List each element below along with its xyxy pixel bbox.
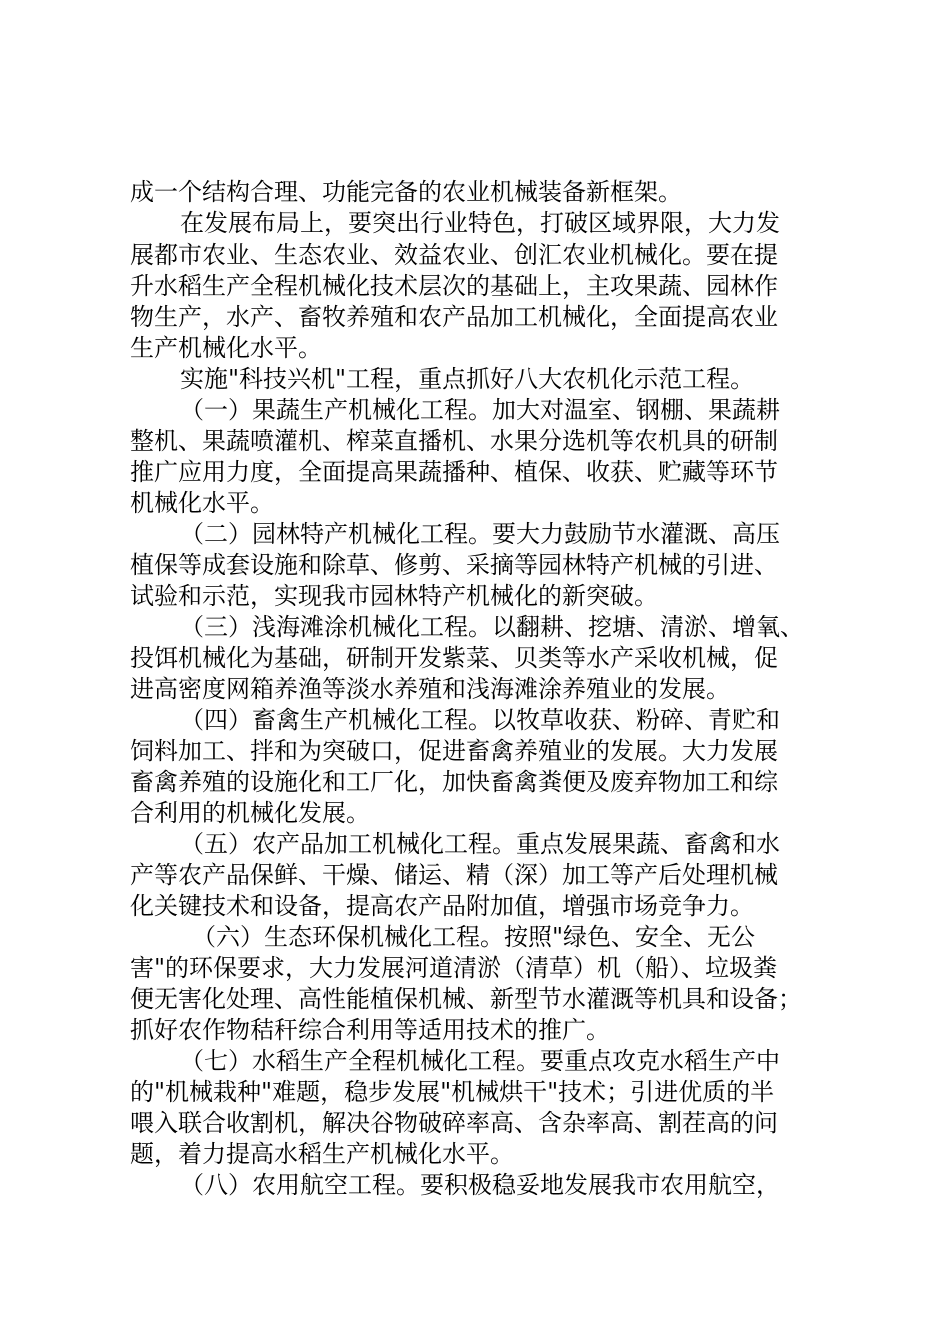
paragraph-first-line: （七）水稻生产全程机械化工程。要重点攻克水稻生产中 bbox=[180, 1047, 780, 1075]
text-line: 化关键技术和设备，提高农产品附加值，增强市场竞争力。 bbox=[130, 892, 754, 920]
text-line: 展都市农业、生态农业、效益农业、创汇农业机械化。要在提 bbox=[130, 241, 778, 269]
text-line: 进高密度网箱养渔等淡水养殖和浅海滩涂养殖业的发展。 bbox=[130, 675, 730, 703]
text-line: 喂入联合收割机，解决谷物破碎率高、含杂率高、割茬高的问 bbox=[130, 1109, 778, 1137]
text-line: 抓好农作物秸秆综合利用等适用技术的推广。 bbox=[130, 1016, 610, 1044]
paragraph-first-line: （五）农产品加工机械化工程。重点发展果蔬、畜禽和水 bbox=[180, 830, 780, 858]
paragraph-first-line: 实施"科技兴机"工程，重点抓好八大农机化示范工程。 bbox=[180, 365, 755, 393]
paragraph-first-line: 在发展布局上，要突出行业特色，打破区域界限，大力发 bbox=[180, 209, 780, 237]
text-line: 整机、果蔬喷灌机、榨菜直播机、水果分选机等农机具的研制 bbox=[130, 427, 778, 455]
paragraph-first-line: （八）农用航空工程。要积极稳妥地发展我市农用航空， bbox=[180, 1171, 780, 1199]
text-line: 成一个结构合理、功能完备的农业机械装备新框架。 bbox=[130, 178, 682, 206]
text-line: 物生产，水产、畜牧养殖和农产品加工机械化，全面提高农业 bbox=[130, 303, 778, 331]
text-line: 便无害化处理、高性能植保机械、新型节水灌溉等机具和设备； bbox=[130, 985, 802, 1013]
text-line: 饲料加工、拌和为突破口，促进畜禽养殖业的发展。大力发展 bbox=[130, 737, 778, 765]
text-line: 试验和示范，实现我市园林特产机械化的新突破。 bbox=[130, 582, 658, 610]
text-line: 投饵机械化为基础，研制开发紫菜、贝类等水产采收机械，促 bbox=[130, 644, 778, 672]
text-line: 产等农产品保鲜、干燥、储运、精（深）加工等产后处理机械 bbox=[130, 861, 778, 889]
text-line: 合利用的机械化发展。 bbox=[130, 799, 370, 827]
text-line: 害"的环保要求，大力发展河道清淤（清草）机（船）、垃圾粪 bbox=[130, 954, 778, 982]
text-line: 生产机械化水平。 bbox=[130, 334, 322, 362]
text-line: 升水稻生产全程机械化技术层次的基础上，主攻果蔬、园林作 bbox=[130, 272, 778, 300]
paragraph-first-line: （一）果蔬生产机械化工程。加大对温室、钢棚、果蔬耕 bbox=[180, 396, 780, 424]
text-line: 推广应用力度，全面提高果蔬播种、植保、收获、贮藏等环节 bbox=[130, 458, 778, 486]
paragraph-first-line: （二）园林特产机械化工程。要大力鼓励节水灌溉、高压 bbox=[180, 520, 780, 548]
text-line: 机械化水平。 bbox=[130, 489, 274, 517]
text-line: 植保等成套设施和除草、修剪、采摘等园林特产机械的引进、 bbox=[130, 551, 778, 579]
paragraph-first-line: （四）畜禽生产机械化工程。以牧草收获、粉碎、青贮和 bbox=[180, 706, 780, 734]
paragraph-first-line: （三）浅海滩涂机械化工程。以翻耕、挖塘、清淤、增氧、 bbox=[180, 613, 804, 641]
text-line: 题，着力提高水稻生产机械化水平。 bbox=[130, 1140, 514, 1168]
paragraph-first-line: （六）生态环保机械化工程。按照"绿色、安全、无公 bbox=[192, 923, 756, 951]
text-line: 的"机械栽种"难题，稳步发展"机械烘干"技术；引进优质的半 bbox=[130, 1078, 775, 1106]
text-line: 畜禽养殖的设施化和工厂化，加快畜禽粪便及废弃物加工和综 bbox=[130, 768, 778, 796]
